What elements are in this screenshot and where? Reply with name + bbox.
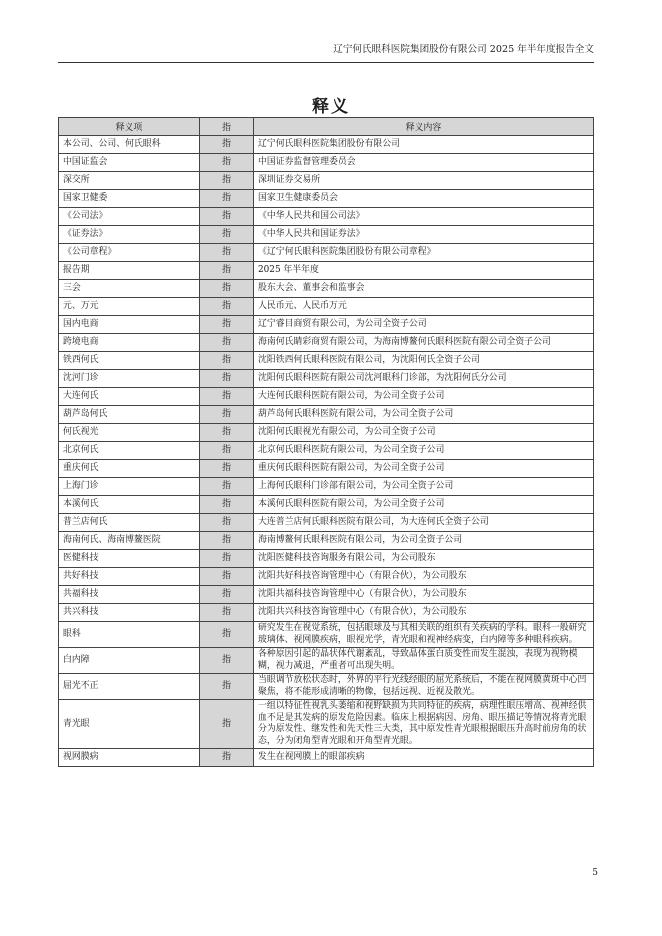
- table-row: [59, 550, 594, 568]
- term-cell: 本溪何氏: [59, 496, 200, 514]
- table-row: [59, 442, 594, 460]
- table-row: [59, 604, 594, 622]
- zhi-cell: 指: [200, 280, 254, 298]
- zhi-cell: 指: [200, 550, 254, 568]
- term-cell: 共好科技: [59, 568, 200, 586]
- definition-cell: 《辽宁何氏眼科医院集团股份有限公司章程》: [254, 244, 594, 262]
- definition-cell: 发生在视网膜上的眼部疾病: [254, 749, 594, 767]
- table-row: [59, 568, 594, 586]
- table-row: [59, 478, 594, 496]
- table-row: [59, 532, 594, 550]
- definition-cell: 2025 年半年度: [254, 262, 594, 280]
- term-cell: 三会: [59, 280, 200, 298]
- definition-cell: 研究发生在视觉系统，包括眼球及与其相关联的组织有关疾病的学科。眼科一般研究玻璃体、视网膜疾病，眼视光学，青光眼和视神经病变，白内障等多种眼科疾病。: [254, 622, 594, 648]
- zhi-cell: 指: [200, 406, 254, 424]
- table-row: [59, 496, 594, 514]
- zhi-cell: 指: [200, 208, 254, 226]
- definition-cell: 北京何氏眼科医院有限公司，为公司全资子公司: [254, 442, 594, 460]
- definition-cell: 沈阳医健科技咨询服务有限公司，为公司股东: [254, 550, 594, 568]
- term-cell: 白内障: [59, 648, 200, 674]
- zhi-cell: 指: [200, 442, 254, 460]
- definition-cell: 沈阳何氏眼科医院有限公司沈河眼科门诊部，为沈阳何氏分公司: [254, 370, 594, 388]
- definition-cell: 当眼调节放松状态时，外界的平行光线经眼的屈光系统后，不能在视网膜黄斑中心凹聚焦，将不能形成清晰的物像，包括远视、近视及散光。: [254, 674, 594, 700]
- term-cell: 共兴科技: [59, 604, 200, 622]
- term-cell: 上海门诊: [59, 478, 200, 496]
- definitions-table: [58, 117, 594, 767]
- table-row: [59, 190, 594, 208]
- term-cell: 共福科技: [59, 586, 200, 604]
- zhi-cell: 指: [200, 586, 254, 604]
- term-cell: 国内电商: [59, 316, 200, 334]
- table-row: [59, 648, 594, 674]
- definition-cell: 沈阳铁西何氏眼科医院有限公司，为沈阳何氏全资子公司: [254, 352, 594, 370]
- definition-cell: 股东大会、董事会和监事会: [254, 280, 594, 298]
- header-term: 释义项: [59, 118, 200, 136]
- zhi-cell: 指: [200, 424, 254, 442]
- definition-cell: 沈阳共兴科技咨询管理中心（有限合伙），为公司股东: [254, 604, 594, 622]
- term-cell: 海南何氏、海南博鳌医院: [59, 532, 200, 550]
- term-cell: 青光眼: [59, 700, 200, 749]
- zhi-cell: 指: [200, 262, 254, 280]
- zhi-cell: 指: [200, 749, 254, 767]
- zhi-cell: 指: [200, 532, 254, 550]
- zhi-cell: 指: [200, 514, 254, 532]
- zhi-cell: 指: [200, 478, 254, 496]
- zhi-cell: 指: [200, 298, 254, 316]
- table-row: [59, 298, 594, 316]
- header-zhi: 指: [200, 118, 254, 136]
- definition-cell: 大连普兰店何氏眼科医院有限公司，为大连何氏全资子公司: [254, 514, 594, 532]
- zhi-cell: 指: [200, 388, 254, 406]
- zhi-cell: 指: [200, 334, 254, 352]
- table-row: [59, 280, 594, 298]
- term-cell: 本公司、公司、何氏眼科: [59, 136, 200, 154]
- definition-cell: 葫芦岛何氏眼科医院有限公司，为公司全资子公司: [254, 406, 594, 424]
- table-row: [59, 154, 594, 172]
- definition-cell: 本溪何氏眼科医院有限公司，为公司全资子公司: [254, 496, 594, 514]
- definition-cell: 辽宁何氏眼科医院集团股份有限公司: [254, 136, 594, 154]
- zhi-cell: 指: [200, 496, 254, 514]
- term-cell: 何氏视光: [59, 424, 200, 442]
- table-row: [59, 622, 594, 648]
- table-row: [59, 226, 594, 244]
- term-cell: 跨境电商: [59, 334, 200, 352]
- zhi-cell: 指: [200, 352, 254, 370]
- table-row: [59, 244, 594, 262]
- zhi-cell: 指: [200, 244, 254, 262]
- zhi-cell: 指: [200, 172, 254, 190]
- zhi-cell: 指: [200, 568, 254, 586]
- definition-cell: 《中华人民共和国证券法》: [254, 226, 594, 244]
- term-cell: 北京何氏: [59, 442, 200, 460]
- zhi-cell: 指: [200, 700, 254, 749]
- header-text: 辽宁何氏眼科医院集团股份有限公司 2025 年半年度报告全文: [333, 44, 594, 55]
- definition-cell: 海南博鳌何氏眼科医院有限公司，为公司全资子公司: [254, 532, 594, 550]
- zhi-cell: 指: [200, 370, 254, 388]
- term-cell: 葫芦岛何氏: [59, 406, 200, 424]
- table-row: [59, 514, 594, 532]
- table-row: [59, 700, 594, 749]
- table-row: [59, 370, 594, 388]
- definition-cell: 《中华人民共和国公司法》: [254, 208, 594, 226]
- table-header-row: [59, 118, 594, 136]
- table-row: [59, 388, 594, 406]
- definition-cell: 一组以特征性视乳头萎缩和视野缺损为共同特征的疾病，病理性眼压增高、视神经供血不足是其发病的原发危险因素。临床上根据病因、房角、眼压描记等情况将青光眼分为原发性、继发性和先天性三大类，其中原发性青光眼根据眼压升高时前房角的状态，分为闭角型青光眼和开角型青光眼。: [254, 700, 594, 749]
- term-cell: 视网膜病: [59, 749, 200, 767]
- zhi-cell: 指: [200, 648, 254, 674]
- definition-cell: 沈阳何氏眼视光有限公司，为公司全资子公司: [254, 424, 594, 442]
- term-cell: 《公司法》: [59, 208, 200, 226]
- table-row: [59, 172, 594, 190]
- table-row: [59, 352, 594, 370]
- table-row: [59, 749, 594, 767]
- zhi-cell: 指: [200, 154, 254, 172]
- definition-cell: 沈阳共好科技咨询管理中心（有限合伙），为公司股东: [254, 568, 594, 586]
- zhi-cell: 指: [200, 316, 254, 334]
- zhi-cell: 指: [200, 622, 254, 648]
- definition-cell: 各种原因引起的晶状体代谢紊乱，导致晶体蛋白质变性而发生混浊，表现为视物模糊，视力减退，严重者可出现失明。: [254, 648, 594, 674]
- term-cell: 普兰店何氏: [59, 514, 200, 532]
- table-row: [59, 334, 594, 352]
- definition-cell: 中国证券监督管理委员会: [254, 154, 594, 172]
- term-cell: 《公司章程》: [59, 244, 200, 262]
- zhi-cell: 指: [200, 226, 254, 244]
- term-cell: 沈河门诊: [59, 370, 200, 388]
- definition-cell: 海南何氏睛彩商贸有限公司，为海南博鳌何氏眼科医院有限公司全资子公司: [254, 334, 594, 352]
- zhi-cell: 指: [200, 136, 254, 154]
- term-cell: 大连何氏: [59, 388, 200, 406]
- term-cell: 铁西何氏: [59, 352, 200, 370]
- definition-cell: 国家卫生健康委员会: [254, 190, 594, 208]
- table-row: [59, 674, 594, 700]
- zhi-cell: 指: [200, 604, 254, 622]
- definition-cell: 深圳证券交易所: [254, 172, 594, 190]
- table-row: [59, 262, 594, 280]
- definition-cell: 沈阳共福科技咨询管理中心（有限合伙），为公司股东: [254, 586, 594, 604]
- definition-cell: 重庆何氏眼科医院有限公司，为公司全资子公司: [254, 460, 594, 478]
- page-header: [58, 40, 594, 63]
- term-cell: 重庆何氏: [59, 460, 200, 478]
- table-row: [59, 460, 594, 478]
- term-cell: 中国证监会: [59, 154, 200, 172]
- term-cell: 眼科: [59, 622, 200, 648]
- term-cell: 报告期: [59, 262, 200, 280]
- term-cell: 屈光不正: [59, 674, 200, 700]
- definition-cell: 大连何氏眼科医院有限公司，为公司全资子公司: [254, 388, 594, 406]
- zhi-cell: 指: [200, 674, 254, 700]
- table-row: [59, 136, 594, 154]
- zhi-cell: 指: [200, 190, 254, 208]
- term-cell: 元、万元: [59, 298, 200, 316]
- table-row: [59, 208, 594, 226]
- zhi-cell: 指: [200, 460, 254, 478]
- table-body: [59, 136, 594, 767]
- definition-cell: 上海何氏眼科门诊部有限公司，为公司全资子公司: [254, 478, 594, 496]
- table-row: [59, 586, 594, 604]
- definition-cell: 辽宁睿目商贸有限公司，为公司全资子公司: [254, 316, 594, 334]
- header-definition: 释义内容: [254, 118, 594, 136]
- definition-cell: 人民币元、人民币万元: [254, 298, 594, 316]
- table-row: [59, 406, 594, 424]
- term-cell: 深交所: [59, 172, 200, 190]
- term-cell: 《证券法》: [59, 226, 200, 244]
- table-row: [59, 316, 594, 334]
- page-title: 释义: [312, 97, 350, 117]
- term-cell: 医健科技: [59, 550, 200, 568]
- table-row: [59, 424, 594, 442]
- page-number: 5: [592, 868, 598, 878]
- term-cell: 国家卫健委: [59, 190, 200, 208]
